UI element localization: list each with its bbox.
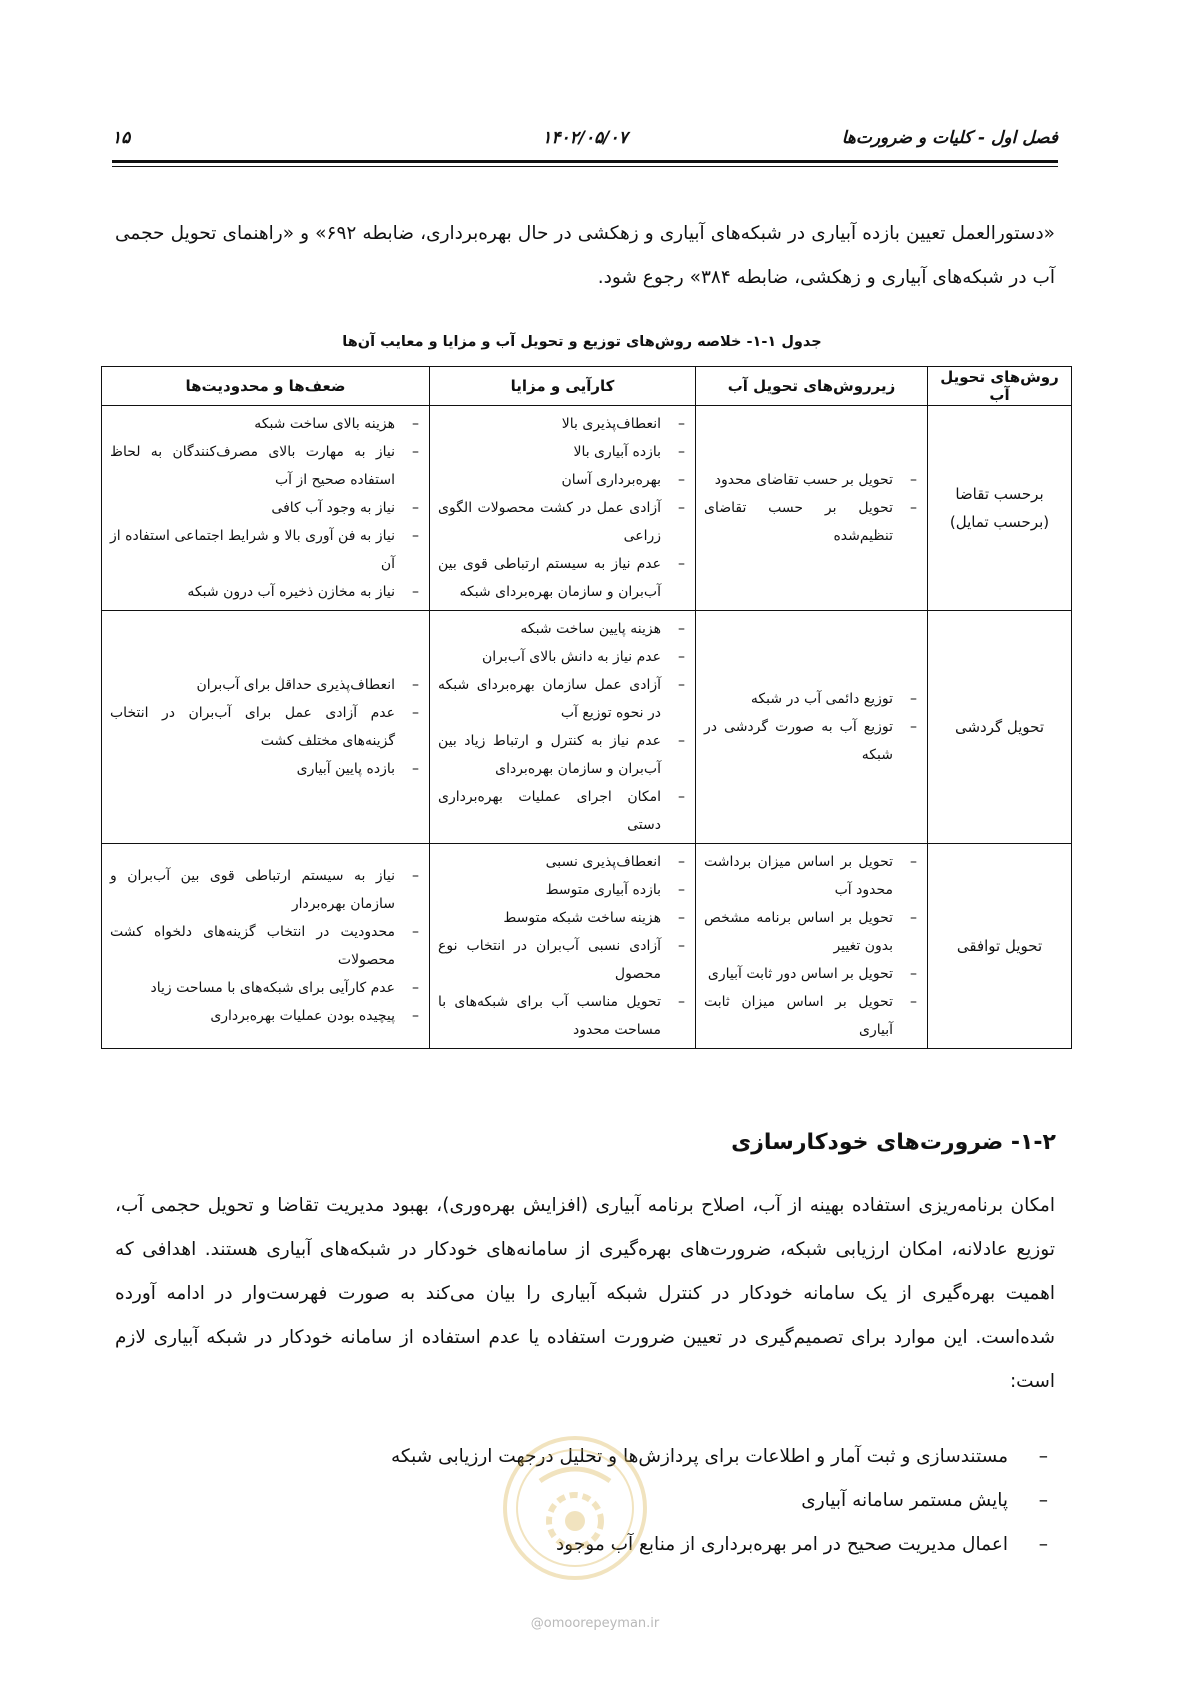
limitations-list bbox=[110, 410, 421, 606]
section-heading: ۱-۲- ضرورت‌های خودکارسازی bbox=[731, 1130, 1056, 1155]
header-cell: کارآیی و مزایا bbox=[430, 367, 696, 406]
list-item: – تحویل بر اساس برنامه مشخص بدون تغییر bbox=[704, 904, 919, 960]
submethods-list bbox=[704, 685, 919, 769]
advantages-cell bbox=[430, 844, 696, 1049]
list-item: – توزیع دائمی آب در شبکه bbox=[704, 685, 919, 713]
method-cell: تحویل توافقی bbox=[928, 844, 1072, 1049]
submethods-cell bbox=[696, 844, 928, 1049]
list-item: – مستندسازی و ثبت آمار و اطلاعات برای پردازش‌ها و تحلیل درجهت ارزیابی شبکه bbox=[216, 1435, 1056, 1479]
list-item: – امکان اجرای عملیات بهره‌برداری دستی bbox=[438, 783, 687, 839]
watermark-seal-icon bbox=[500, 1433, 650, 1583]
list-item: – بازده آبیاری متوسط bbox=[438, 876, 687, 904]
header-rule bbox=[112, 160, 1058, 163]
header-cell: روش‌های تحویل آب bbox=[928, 367, 1072, 406]
list-item: – تحویل بر اساس دور ثابت آبیاری bbox=[704, 960, 919, 988]
list-item: – آزادی عمل در کشت محصولات الگوی زراعی bbox=[438, 494, 687, 550]
page-number: ۱۵ bbox=[112, 128, 131, 148]
list-item: – عدم آزادی عمل برای آب‌بران در انتخاب گزینه‌های مختلف کشت bbox=[110, 699, 421, 755]
section-paragraph: امکان برنامه‌ریزی استفاده بهینه از آب، اصلاح برنامه آبیاری (افزایش بهره‌وری)، بهبود مدیریت تقاضا و تحویل حجمی آب، توزیع عادلانه، امکان ارزیابی شبکه، ضرورت‌های بهره‌گیری از سامانه‌های خودکار در شبکه‌های آبیاری هستند. اهدافی که اهمیت بهره‌گیری از یک سامانه خودکار در کنترل شبکه آبیاری را بیان می‌کند به صورت فهرست‌وار در ادامه آورده شده‌است. این موارد برای تصمیم‌گیری در تعیین ضرورت استفاده یا عدم استفاده از سامانه خودکار در شبکه آبیاری لازم است: bbox=[115, 1195, 1055, 1392]
list-item: – تحویل بر اساس میزان ثابت آبیاری bbox=[704, 988, 919, 1044]
table-row bbox=[102, 844, 1072, 1049]
advantages-list bbox=[438, 615, 687, 839]
list-item: – نیاز به مهارت بالای مصرف‌کنندگان به لحاظ استفاده صحیح از آب bbox=[110, 438, 421, 494]
advantages-cell bbox=[430, 611, 696, 844]
list-item: – بازده آبیاری بالا bbox=[438, 438, 687, 466]
list-item: – عدم نیاز به سیستم ارتباطی قوی بین آب‌بران و سازمان بهره‌بردای شبکه bbox=[438, 550, 687, 606]
list-item: – نیاز به مخازن ذخیره آب درون شبکه bbox=[110, 578, 421, 606]
list-item: – عدم نیاز به دانش بالای آب‌بران bbox=[438, 643, 687, 671]
limitations-list bbox=[110, 862, 421, 1030]
table-row bbox=[102, 611, 1072, 844]
advantages-list bbox=[438, 848, 687, 1044]
list-item: – انعطاف‌پذیری حداقل برای آب‌بران bbox=[110, 671, 421, 699]
table-row bbox=[102, 406, 1072, 611]
limitations-list bbox=[110, 671, 421, 783]
header-cell: ضعف‌ها و محدودیت‌ها bbox=[102, 367, 430, 406]
list-item: – پیچیده بودن عملیات بهره‌برداری bbox=[110, 1002, 421, 1030]
methods-table bbox=[101, 366, 1072, 1049]
submethods-list bbox=[704, 848, 919, 1044]
watermark-text: @omoorepeyman.ir bbox=[530, 1616, 660, 1631]
table-caption: جدول ۱-۱- خلاصه روش‌های توزیع و تحویل آب و مزایا و معایب آن‌ها bbox=[342, 334, 822, 350]
list-item: – بهره‌برداری آسان bbox=[438, 466, 687, 494]
submethods-list bbox=[704, 466, 919, 550]
limitations-cell bbox=[102, 844, 430, 1049]
list-item: – عدم نیاز به کنترل و ارتباط زیاد بین آب‌بران و سازمان بهره‌بردای bbox=[438, 727, 687, 783]
intro-paragraph: «دستورالعمل تعیین بازده آبیاری در شبکه‌های آبیاری و زهکشی در حال بهره‌برداری، ضابطه ۶۹۲» و «راهنمای تحویل حجمی آب در شبکه‌های آبیاری و زهکشی، ضابطه ۳۸۴» رجوع شود. bbox=[115, 223, 1055, 288]
list-item: – عدم کارآیی برای شبکه‌های با مساحت زیاد bbox=[110, 974, 421, 1002]
list-item: – توزیع آب به صورت گردشی در شبکه bbox=[704, 713, 919, 769]
list-item: – تحویل مناسب آب برای شبکه‌های با مساحت محدود bbox=[438, 988, 687, 1044]
header-cell: زیرروش‌های تحویل آب bbox=[696, 367, 928, 406]
list-item: – تحویل بر حسب تقاضای محدود bbox=[704, 466, 919, 494]
list-item: – تحویل بر اساس میزان برداشت محدود آب bbox=[704, 848, 919, 904]
advantages-cell bbox=[430, 406, 696, 611]
list-item: – پایش مستمر سامانه آبیاری bbox=[216, 1479, 1056, 1523]
advantages-list bbox=[438, 410, 687, 606]
page-header bbox=[112, 128, 1058, 152]
limitations-cell bbox=[102, 406, 430, 611]
list-item: – آزادی عمل سازمان بهره‌بردای شبکه در نحوه توزیع آب bbox=[438, 671, 687, 727]
list-item: – محدودیت در انتخاب گزینه‌های دلخواه کشت محصولات bbox=[110, 918, 421, 974]
header-date: ۱۴۰۲/۰۵/۰۷ bbox=[542, 128, 628, 148]
list-item: – نیاز به وجود آب کافی bbox=[110, 494, 421, 522]
list-item: – آزادی نسبی آب‌بران در انتخاب نوع محصول bbox=[438, 932, 687, 988]
header-rule-thin bbox=[112, 166, 1058, 167]
list-item: – بازده پایین آبیاری bbox=[110, 755, 421, 783]
list-item: – نیاز به فن آوری بالا و شرایط اجتماعی استفاده از آن bbox=[110, 522, 421, 578]
list-item: – انعطاف‌پذیری نسبی bbox=[438, 848, 687, 876]
limitations-cell bbox=[102, 611, 430, 844]
submethods-cell bbox=[696, 611, 928, 844]
list-item: – انعطاف‌پذیری بالا bbox=[438, 410, 687, 438]
method-cell: تحویل گردشی bbox=[928, 611, 1072, 844]
list-item: – هزینه بالای ساخت شبکه bbox=[110, 410, 421, 438]
submethods-cell bbox=[696, 406, 928, 611]
list-item: – هزینه پایین ساخت شبکه bbox=[438, 615, 687, 643]
method-cell: برحسب تقاضا (برحسب تمایل) bbox=[928, 406, 1072, 611]
chapter-title: فصل اول - کلیات و ضرورت‌ها bbox=[841, 128, 1058, 148]
list-item: – تحویل بر حسب تقاضای تنظیم‌شده bbox=[704, 494, 919, 550]
list-item: – نیاز به سیستم ارتباطی قوی بین آب‌بران و سازمان بهره‌بردار bbox=[110, 862, 421, 918]
list-item: – هزینه ساخت شبکه متوسط bbox=[438, 904, 687, 932]
table-header-row bbox=[102, 367, 1072, 406]
list-item: – اعمال مدیریت صحیح در امر بهره‌برداری از منابع آب موجود bbox=[216, 1523, 1056, 1567]
